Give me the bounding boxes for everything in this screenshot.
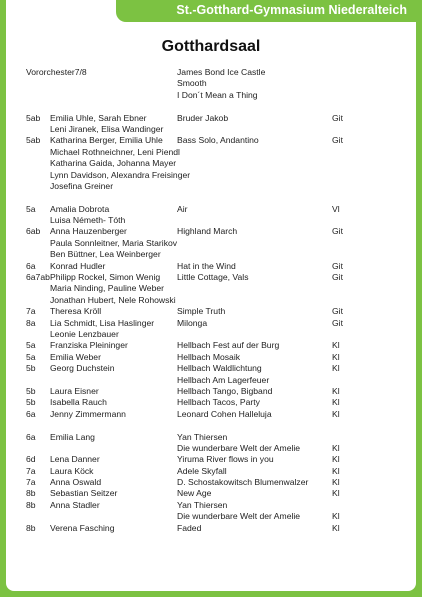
instrument-cell: Kl xyxy=(332,408,340,419)
class-cell: 8b xyxy=(26,522,36,533)
performer-cell: Konrad Hudler xyxy=(50,260,106,271)
piece-cell: Bruder Jakob xyxy=(177,112,229,123)
performer-cell: Verena Fasching xyxy=(50,522,115,533)
class-cell: 5a xyxy=(26,351,36,362)
instrument-cell: Kl xyxy=(332,488,340,499)
piece-cell: Yan Thiersen xyxy=(177,431,228,442)
program-row xyxy=(6,397,416,408)
instrument-cell: Kl xyxy=(332,511,340,522)
piece-cell: James Bond Ice Castle xyxy=(177,67,266,77)
program-row xyxy=(6,295,416,306)
program-row xyxy=(6,90,416,101)
piece-cell: Die wunderbare Welt der Amelie xyxy=(177,511,301,522)
program-row xyxy=(6,477,416,488)
performer-cell: Philipp Rockel, Simon Wenig xyxy=(50,272,161,283)
program-row xyxy=(6,147,416,158)
instrument-cell: Kl xyxy=(332,465,340,476)
instrument-cell: Kl xyxy=(332,363,340,374)
piece-cell: Hat in the Wind xyxy=(177,260,236,271)
program-row xyxy=(6,124,416,135)
piece-cell: Faded xyxy=(177,522,202,533)
program-row xyxy=(6,135,416,146)
instrument-cell: Git xyxy=(332,226,343,237)
class-cell: 6a xyxy=(26,260,36,271)
program-row xyxy=(6,523,416,534)
program-row xyxy=(6,340,416,351)
performer-cell: Paula Sonnleitner, Maria Starikov xyxy=(50,237,178,248)
program-row xyxy=(6,454,416,465)
instrument-cell: Git xyxy=(332,272,343,283)
piece-cell: Hellbach Am Lagerfeuer xyxy=(177,374,270,385)
class-cell: 5ab xyxy=(26,112,41,123)
page-title: Gotthardsaal xyxy=(161,38,261,55)
piece-cell: Air xyxy=(177,203,188,214)
performer-cell: Lia Schmidt, Lisa Haslinger xyxy=(50,317,155,328)
school-name: St.-Gotthard-Gymnasium Niederalteich xyxy=(176,3,407,17)
performer-cell: Anna Stadler xyxy=(50,499,100,510)
program-row xyxy=(6,226,416,237)
instrument-cell: Git xyxy=(332,112,343,123)
program-row xyxy=(6,204,416,215)
performer-cell: Maria Ninding, Pauline Weber xyxy=(50,283,165,294)
performer-cell: Theresa Kröll xyxy=(50,306,102,317)
piece-cell: Yan Thiersen xyxy=(177,499,228,510)
program-row xyxy=(6,363,416,374)
row-spacer xyxy=(6,101,416,112)
performer-cell: Jenny Zimmermann xyxy=(50,408,126,419)
performer-cell: Laura Köck xyxy=(50,465,94,476)
performer-cell: Leonie Lenzbauer xyxy=(50,328,119,339)
piece-cell: D. Schostakowitsch Blumenwalzer xyxy=(177,477,309,488)
class-cell: 5b xyxy=(26,385,36,396)
performer-cell: Katharina Gaida, Johanna Mayer xyxy=(50,158,177,169)
class-cell: 8b xyxy=(26,488,36,499)
piece-cell: Yiruma River flows in you xyxy=(177,454,274,465)
piece-cell: Hellbach Mosaik xyxy=(177,351,241,362)
performer-cell: Emilia Weber xyxy=(50,351,101,362)
instrument-cell: Git xyxy=(332,260,343,271)
ensemble-label: Vororchester7/8 xyxy=(26,67,87,77)
performer-cell: Franziska Pleininger xyxy=(50,340,128,351)
piece-cell: Little Cottage, Vals xyxy=(177,272,249,283)
instrument-cell: Kl xyxy=(332,385,340,396)
program-row xyxy=(6,318,416,329)
program-row xyxy=(6,170,416,181)
class-cell: 8a xyxy=(26,317,36,328)
program-row xyxy=(6,375,416,386)
piece-cell: Hellbach Fest auf der Burg xyxy=(177,340,280,351)
piece-cell: Highland March xyxy=(177,226,238,237)
instrument-cell: Kl xyxy=(332,397,340,408)
instrument-cell: Kl xyxy=(332,442,340,453)
piece-cell: New Age xyxy=(177,488,212,499)
program-row xyxy=(6,386,416,397)
performer-cell: Ben Büttner, Lea Weinberger xyxy=(50,249,161,260)
school-banner xyxy=(116,0,416,22)
program-row xyxy=(6,283,416,294)
piece-cell: I Don´t Mean a Thing xyxy=(177,89,258,100)
class-cell: 7a xyxy=(26,477,36,488)
performer-cell: Leni Jiranek, Elisa Wandinger xyxy=(50,123,164,134)
performer-cell: Lena Danner xyxy=(50,454,100,465)
piece-cell: Leonard Cohen Halleluja xyxy=(177,408,272,419)
instrument-cell: Kl xyxy=(332,454,340,465)
program-row xyxy=(6,238,416,249)
program-row xyxy=(6,67,416,78)
performer-cell: Luisa Németh- Tóth xyxy=(50,215,126,226)
program-row xyxy=(6,352,416,363)
performer-cell: Isabella Rauch xyxy=(50,397,107,408)
instrument-cell: Kl xyxy=(332,351,340,362)
row-spacer xyxy=(6,192,416,203)
class-cell: 6a xyxy=(26,431,36,442)
class-cell: 5b xyxy=(26,363,36,374)
piece-cell: Bass Solo, Andantino xyxy=(177,135,259,146)
program-row xyxy=(6,409,416,420)
performer-cell: Lynn Davidson, Alexandra Freisinger xyxy=(50,169,191,180)
class-cell: 5ab xyxy=(26,135,41,146)
performer-cell: Michael Rothneichner, Leni Piendl xyxy=(50,146,180,157)
performer-cell: Emilia Uhle, Sarah Ebner xyxy=(50,112,147,123)
performer-cell: Jonathan Hubert, Nele Rohowski xyxy=(50,294,176,305)
piece-cell: Hellbach Tacos, Party xyxy=(177,397,260,408)
instrument-cell: Git xyxy=(332,135,343,146)
performer-cell: Sebastian Seitzer xyxy=(50,488,118,499)
piece-cell: Adele Skyfall xyxy=(177,465,227,476)
instrument-cell: Kl xyxy=(332,477,340,488)
class-cell: 6d xyxy=(26,454,36,465)
program-row xyxy=(6,181,416,192)
program-row xyxy=(6,158,416,169)
performer-cell: Anna Oswald xyxy=(50,477,102,488)
program-row xyxy=(6,432,416,443)
instrument-cell: Kl xyxy=(332,340,340,351)
class-cell: 7a xyxy=(26,465,36,476)
performer-cell: Amalia Dobrota xyxy=(50,203,110,214)
program-row xyxy=(6,488,416,499)
program-row xyxy=(6,466,416,477)
instrument-cell: Git xyxy=(332,317,343,328)
piece-cell: Simple Truth xyxy=(177,306,226,317)
class-cell: 5b xyxy=(26,397,36,408)
performer-cell: Laura Eisner xyxy=(50,385,99,396)
program-row xyxy=(6,500,416,511)
performer-cell: Josefina Greiner xyxy=(50,180,114,191)
performer-cell: Emilia Lang xyxy=(50,431,95,442)
class-cell: 6a xyxy=(26,408,36,419)
piece-cell: Hellbach Waldlichtung xyxy=(177,363,262,374)
program-row xyxy=(6,249,416,260)
piece-cell: Smooth xyxy=(177,78,207,89)
piece-cell: Hellbach Tango, Bigband xyxy=(177,385,273,396)
row-spacer xyxy=(6,420,416,431)
program-row xyxy=(6,215,416,226)
instrument-cell: Kl xyxy=(332,522,340,533)
class-cell: 7a xyxy=(26,306,36,317)
class-cell: 8b xyxy=(26,499,36,510)
class-cell: 5a xyxy=(26,340,36,351)
program-row xyxy=(6,113,416,124)
class-cell: 6a7ab xyxy=(26,272,50,283)
piece-cell: Die wunderbare Welt der Amelie xyxy=(177,442,301,453)
program-row xyxy=(6,272,416,283)
performer-cell: Georg Duchstein xyxy=(50,363,115,374)
program-row xyxy=(6,306,416,317)
program-row xyxy=(6,511,416,522)
piece-cell: Milonga xyxy=(177,317,208,328)
program-row xyxy=(6,78,416,89)
performer-cell: Katharina Berger, Emilia Uhle xyxy=(50,135,163,146)
class-cell: 5a xyxy=(26,203,36,214)
performer-cell: Anna Hauzenberger xyxy=(50,226,127,237)
program-list xyxy=(6,67,416,534)
program-row xyxy=(6,443,416,454)
program-page xyxy=(6,0,416,591)
instrument-cell: Vl xyxy=(332,203,340,214)
class-cell: 6ab xyxy=(26,226,41,237)
program-row xyxy=(6,261,416,272)
program-row xyxy=(6,329,416,340)
instrument-cell: Git xyxy=(332,306,343,317)
